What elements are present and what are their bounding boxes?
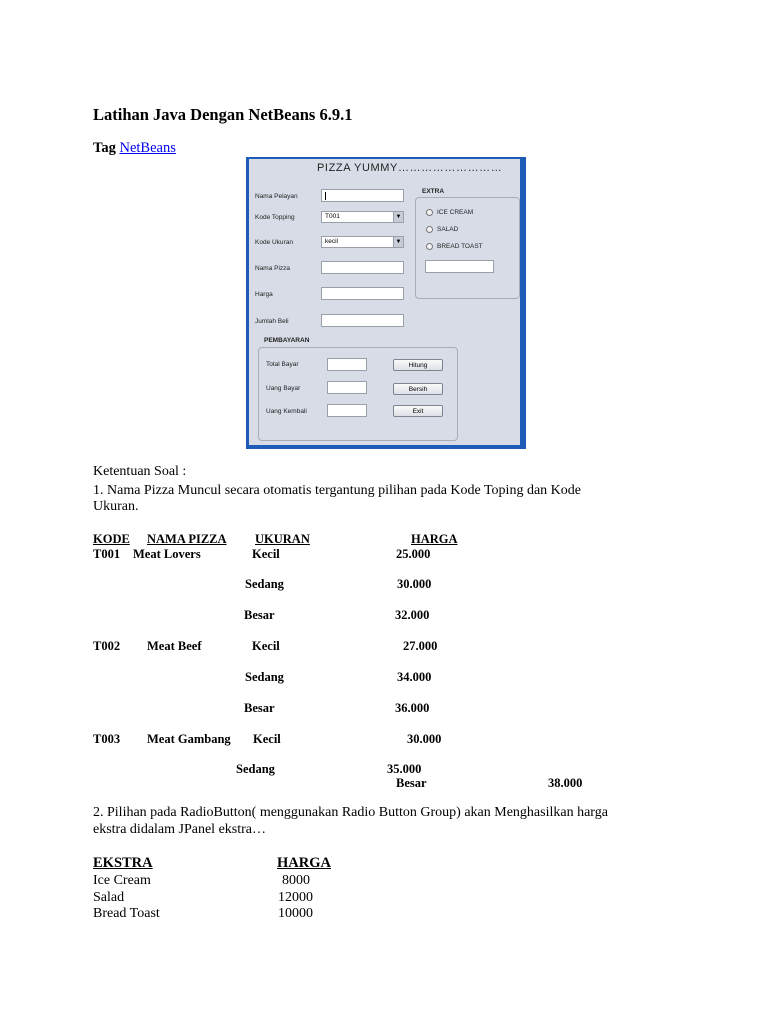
ketentuan-heading: Ketentuan Soal : (93, 464, 187, 479)
exit-button[interactable]: Exit (393, 405, 443, 417)
ekstra-cell-name: Bread Toast (93, 906, 160, 921)
radio-ice-cream[interactable] (426, 209, 433, 216)
table-cell-harga: 34.000 (397, 670, 432, 684)
table-cell-harga: 30.000 (397, 577, 432, 591)
jumlah-beli-input[interactable] (321, 314, 404, 327)
table-header-ukuran: UKURAN (255, 532, 310, 546)
table-cell-ukuran: Kecil (252, 639, 280, 653)
table-cell-harga: 32.000 (395, 608, 430, 622)
extra-harga-input[interactable] (425, 260, 494, 273)
label-total-bayar: Total Bayar (266, 361, 299, 368)
table-cell-nama: Meat Beef (147, 639, 202, 653)
table-cell-ukuran: Kecil (253, 732, 281, 746)
total-bayar-input[interactable] (327, 358, 367, 371)
radio-bread-toast[interactable] (426, 243, 433, 250)
label-jumlah-beli: Jumlah Beli (255, 318, 289, 325)
table-cell-harga: 35.000 (387, 762, 422, 776)
harga-input[interactable] (321, 287, 404, 300)
label-kode-topping: Kode Topping (255, 214, 295, 221)
dropdown-arrow-icon[interactable]: ▼ (393, 212, 403, 222)
kode-ukuran-value: kecil (325, 238, 339, 245)
kode-topping-select[interactable] (321, 211, 404, 223)
table-cell-ukuran: Besar (244, 608, 275, 622)
table-cell-kode: T003 (93, 732, 121, 746)
rule-1-line-1: 1. Nama Pizza Muncul secara otomatis tergantung pilihan pada Kode Toping dan Kode (93, 483, 581, 498)
table-cell-kode: T001 (93, 547, 121, 561)
extra-panel-title: EXTRA (422, 188, 445, 195)
ekstra-cell-name: Salad (93, 890, 125, 905)
table-header-kode: KODE (93, 532, 130, 546)
ekstra-cell-name: Ice Cream (93, 873, 151, 888)
table-cell-harga: 36.000 (395, 701, 430, 715)
radio-label-salad: SALAD (437, 226, 459, 233)
table-cell-ukuran: Besar (396, 776, 427, 790)
ekstra-header-harga: HARGA (277, 855, 331, 871)
ekstra-cell-harga: 10000 (278, 906, 313, 921)
table-cell-nama: Meat Lovers (133, 547, 201, 561)
table-cell-kode: T002 (93, 639, 121, 653)
form-header: PIZZA YUMMY……………………… (317, 162, 503, 174)
kode-topping-value: T001 (325, 213, 340, 220)
kode-ukuran-select[interactable] (321, 236, 404, 248)
table-cell-harga: 38.000 (548, 776, 583, 790)
table-cell-harga: 25.000 (396, 547, 431, 561)
rule-1-line-2: Ukuran. (93, 499, 139, 514)
ekstra-cell-harga: 12000 (278, 890, 313, 905)
tag-link-netbeans[interactable]: NetBeans (119, 140, 176, 156)
text-cursor (325, 192, 326, 200)
hitung-button[interactable]: Hitung (393, 359, 443, 371)
table-cell-nama: Meat Gambang (147, 732, 231, 746)
table-cell-ukuran: Sedang (236, 762, 275, 776)
label-kode-ukuran: Kode Ukuran (255, 239, 293, 246)
label-uang-bayar: Uang Bayar (266, 385, 301, 392)
tag-line (93, 140, 176, 157)
radio-label-bread-toast: BREAD TOAST (437, 243, 483, 250)
table-cell-harga: 27.000 (403, 639, 438, 653)
form-screenshot (246, 157, 526, 449)
label-nama-pelayan: Nama Pelayan (255, 193, 298, 200)
table-cell-ukuran: Kecil (252, 547, 280, 561)
form-window (249, 159, 520, 445)
page-title: Latihan Java Dengan NetBeans 6.9.1 (93, 105, 353, 124)
radio-salad[interactable] (426, 226, 433, 233)
table-cell-ukuran: Besar (244, 701, 275, 715)
table-cell-ukuran: Sedang (245, 670, 284, 684)
rule-2-line-1: 2. Pilihan pada RadioButton( menggunakan Radio Button Group) akan Menghasilkan harga (93, 805, 608, 820)
table-cell-ukuran: Sedang (245, 577, 284, 591)
tag-label: Tag (93, 140, 116, 156)
pembayaran-panel-title: PEMBAYARAN (264, 337, 310, 344)
table-header-nama-pizza: NAMA PIZZA (147, 532, 227, 546)
bersih-button[interactable]: Bersih (393, 383, 443, 395)
dropdown-arrow-icon[interactable]: ▼ (393, 237, 403, 247)
ekstra-header-ekstra: EKSTRA (93, 855, 153, 871)
label-uang-kembali: Uang Kembali (266, 408, 307, 415)
ekstra-cell-harga: 8000 (282, 873, 310, 888)
radio-label-ice-cream: ICE CREAM (437, 209, 474, 216)
label-harga: Harga (255, 291, 273, 298)
label-nama-pizza: Nama Pizza (255, 265, 291, 272)
table-cell-harga: 30.000 (407, 732, 442, 746)
uang-kembali-input[interactable] (327, 404, 367, 417)
table-header-harga: HARGA (411, 532, 458, 546)
nama-pizza-input[interactable] (321, 261, 404, 274)
uang-bayar-input[interactable] (327, 381, 367, 394)
nama-pelayan-input[interactable] (321, 189, 404, 202)
rule-2-line-2: ekstra didalam JPanel ekstra… (93, 822, 267, 837)
